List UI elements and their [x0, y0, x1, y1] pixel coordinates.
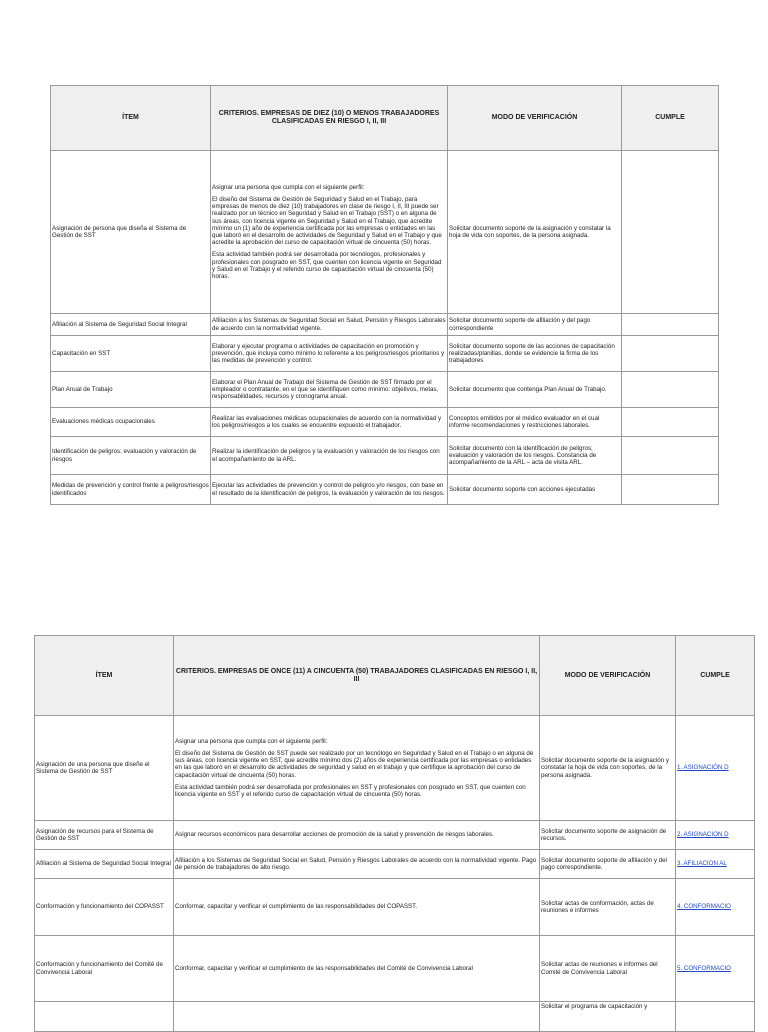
criterios-cell: Realizar la identificación de peligros y la evaluación y valoración de los riesgos con el acompañamiento de la ARL. [211, 437, 448, 475]
criterios-cell: Afiliación a los Sistemas de Seguridad Social en Salud, Pensión y Riesgos Laborales de acuerdo con la normatividad vigente. Pago de pensión de trabajadores de alto riesgo. [174, 850, 540, 879]
cumple-cell [676, 936, 755, 1002]
item-cell: Identificación de peligros; evaluación y valoración de riesgos [51, 437, 211, 475]
modo-cell: Solicitar documento que contenga Plan Anual de Trabajo. [448, 372, 622, 408]
header-modo: MODO DE VERIFICACIÓN [540, 636, 676, 716]
item-cell: Evaluaciones médicas ocupacionales [51, 408, 211, 437]
cumple-link[interactable]: 1. ASIGNACIÓN D [677, 764, 729, 772]
criterios-cell: Conformar, capacitar y verificar el cumplimiento de las responsabilidades del COPASST. [174, 879, 540, 936]
criterios-cell: Conformar, capacitar y verificar el cumplimiento de las responsabilidades del Comité de Convivencia Laboral [174, 936, 540, 1002]
header-item: ÍTEM [51, 86, 211, 151]
cumple-cell [676, 1002, 755, 1032]
cumple-cell [622, 151, 719, 314]
item-cell: Conformación y funcionamiento del Comité de Convivencia Laboral [35, 936, 174, 1002]
modo-cell: Solicitar documento con la identificación de peligros; evaluación y valoración de los riesgos. Constancia de acompañamiento de la ARL – acta de visita ARL. [448, 437, 622, 475]
modo-cell: Conceptos emitidos por el médico evaluador en el cual informe recomendaciones y restricciones laborales. [448, 408, 622, 437]
table-row [35, 879, 755, 936]
cumple-cell [622, 336, 719, 372]
table-row [35, 850, 755, 879]
table-row [35, 1002, 755, 1032]
cumple-link[interactable]: 2. ASIGNACION D [677, 831, 729, 839]
criterios-cell: Elaborar y ejecutar programa o actividades de capacitación en promoción y prevención, que incluya como mínimo lo referente a los peligros/riesgos prioritarios y las medidas de prevención y control. [211, 336, 448, 372]
cumple-cell [676, 850, 755, 879]
item-cell: Plan Anual de Trabajo [51, 372, 211, 408]
item-cell: Capacitación en SST [51, 336, 211, 372]
item-cell [35, 1002, 174, 1032]
criterios-cell: Realizar las evaluaciones médicas ocupacionales de acuerdo con la normatividad y los peligros/riesgos a los cuales se encuentre expuesto el trabajador. [211, 408, 448, 437]
header-criterios: CRITERIOS. EMPRESAS DE DIEZ (10) O MENOS TRABAJADORES CLASIFICADAS EN RIESGO I, II, III [211, 86, 448, 151]
item-cell: Afiliación al Sistema de Seguridad Social Integral [51, 314, 211, 336]
cumple-link[interactable]: 4. CONFORMACIO [677, 903, 731, 911]
table-row [51, 437, 719, 475]
modo-cell: Solicitar el programa de capacitación y [540, 1002, 676, 1032]
item-cell: Conformación y funcionamiento del COPASST [35, 879, 174, 936]
criterios-cell: Ejecutar las actividades de prevención y control de peligros y/o riesgos, con base en el resultado de la identificación de peligros, la evaluación y valoración de los riesgos. [211, 475, 448, 505]
table-row [51, 408, 719, 437]
table-row [51, 151, 719, 314]
modo-cell: Solicitar documento soporte de la asignación y constatar la hoja de vida con soportes, de la persona asignada. [540, 716, 676, 821]
criterios-cell: Asignar una persona que cumpla con el siguiente perfil: El diseño del Sistema de Gestión de Seguridad y Salud en el Trabajo, para empresas de menos de diez (10) trabajadores en clase de riesgo I, II, III puede ser realizado por un técnico en Seguridad y Salud en el Trabajo (SST) o en alguna de sus áreas, con licencia vigente en Seguridad y Salud en el Trabajo, que acredite mínimo un (1) año de experiencia certificada por las empresas o entidades en las que laboró en el desarrollo de actividades de Seguridad y Salud en el Trabajo y que acredite la aprobación del curso de capacitación virtual de cincuenta (50) horas. Esta actividad también podrá ser desarrollada por tecnólogos, profesionales y profesionales con posgrado en SST, que cuenten con licencia vigente en Seguridad y Salud en el Trabajo y el referido curso de capacitación virtual de cincuenta (50) horas. [211, 151, 448, 314]
item-cell: Asignación de persona que diseña el Sistema de Gestión de SST [51, 151, 211, 314]
modo-cell: Solicitar actas de conformación, actas de reuniones e informes [540, 879, 676, 936]
cumple-cell [622, 437, 719, 475]
table-row [51, 372, 719, 408]
cumple-link[interactable]: 3. AFILIACION AL [677, 860, 727, 868]
table-small-companies [50, 85, 719, 505]
header-cumple: CUMPLE [622, 86, 719, 151]
header-item: ÍTEM [35, 636, 174, 716]
table-row [35, 821, 755, 850]
criterios-cell [174, 1002, 540, 1032]
modo-cell: Solicitar documento soporte de afiliación y del pago correspondiente [448, 314, 622, 336]
table-row [51, 336, 719, 372]
table-row [51, 475, 719, 505]
cumple-cell [622, 372, 719, 408]
modo-cell: Solicitar documento soporte de afiliación y del pago correspondiente. [540, 850, 676, 879]
item-cell: Medidas de prevención y control frente a peligros/riesgos identificados [51, 475, 211, 505]
item-cell: Afiliación al Sistema de Seguridad Social Integral [35, 850, 174, 879]
modo-cell: Solicitar documento soporte con acciones ejecutadas [448, 475, 622, 505]
cumple-cell [676, 821, 755, 850]
criterios-cell: Elaborar el Plan Anual de Trabajo del Sistema de Gestión de SST firmado por el empleador o contratante, en el que se identifiquen como mínimo: objetivos, metas, responsabilidades, recursos y cronograma anual. [211, 372, 448, 408]
criterios-cell: Asignar recursos económicos para desarrollar acciones de promoción de la salud y prevención de riesgos laborales. [174, 821, 540, 850]
cumple-cell [676, 879, 755, 936]
criterios-cell: Asignar una persona que cumpla con el siguiente perfil: El diseño del Sistema de Gestión de SST puede ser realizado por un tecnólogo en Seguridad y Salud en el Trabajo o en alguna de sus áreas, con licencia vigente en SST, que acredite mínimo dos (2) años de experiencia certificada por las empresas o entidades en las que laboró en el desarrollo de actividades de seguridad y salud en el trabajo y que certifique la aprobación del curso de capacitación virtual de cincuenta (50) horas. Esta actividad también podrá ser desarrollada por profesionales en SST y profesionales con posgrado en SST, que cuenten con licencia vigente en SST y el referido curso de capacitación virtual de cincuenta (50) horas. [174, 716, 540, 821]
header-modo: MODO DE VERIFICACIÓN [448, 86, 622, 151]
cumple-cell [676, 716, 755, 821]
modo-cell: Solicitar actas de reuniones e informes del Comité de Convivencia Laboral [540, 936, 676, 1002]
table-row [51, 314, 719, 336]
cumple-cell [622, 475, 719, 505]
criterios-cell: Afiliación a los Sistemas de Seguridad Social en Salud, Pensión y Riesgos Laborales de acuerdo con la normatividad vigente. [211, 314, 448, 336]
table-row [35, 716, 755, 821]
modo-cell: Solicitar documento soporte de asignación de recursos. [540, 821, 676, 850]
header-criterios: CRITERIOS. EMPRESAS DE ONCE (11) A CINCUENTA (50) TRABAJADORES CLASIFICADAS EN RIESGO I, II, III [174, 636, 540, 716]
modo-cell: Solicitar documento soporte de las acciones de capacitación realizadas/planillas, donde se evidencie la firma de los trabajadores [448, 336, 622, 372]
table-medium-companies [34, 635, 755, 1032]
modo-cell: Solicitar documento soporte de la asignación y constatar la hoja de vida con soportes, de la persona asignada. [448, 151, 622, 314]
cumple-cell [622, 408, 719, 437]
cumple-link[interactable]: 5. CONFORMACIO [677, 964, 731, 972]
cumple-cell [622, 314, 719, 336]
table-row [35, 936, 755, 1002]
item-cell: Asignación de una persona que diseñe el Sistema de Gestión de SST [35, 716, 174, 821]
item-cell: Asignación de recursos para el Sistema de Gestión de SST [35, 821, 174, 850]
header-cumple: CUMPLE [676, 636, 755, 716]
